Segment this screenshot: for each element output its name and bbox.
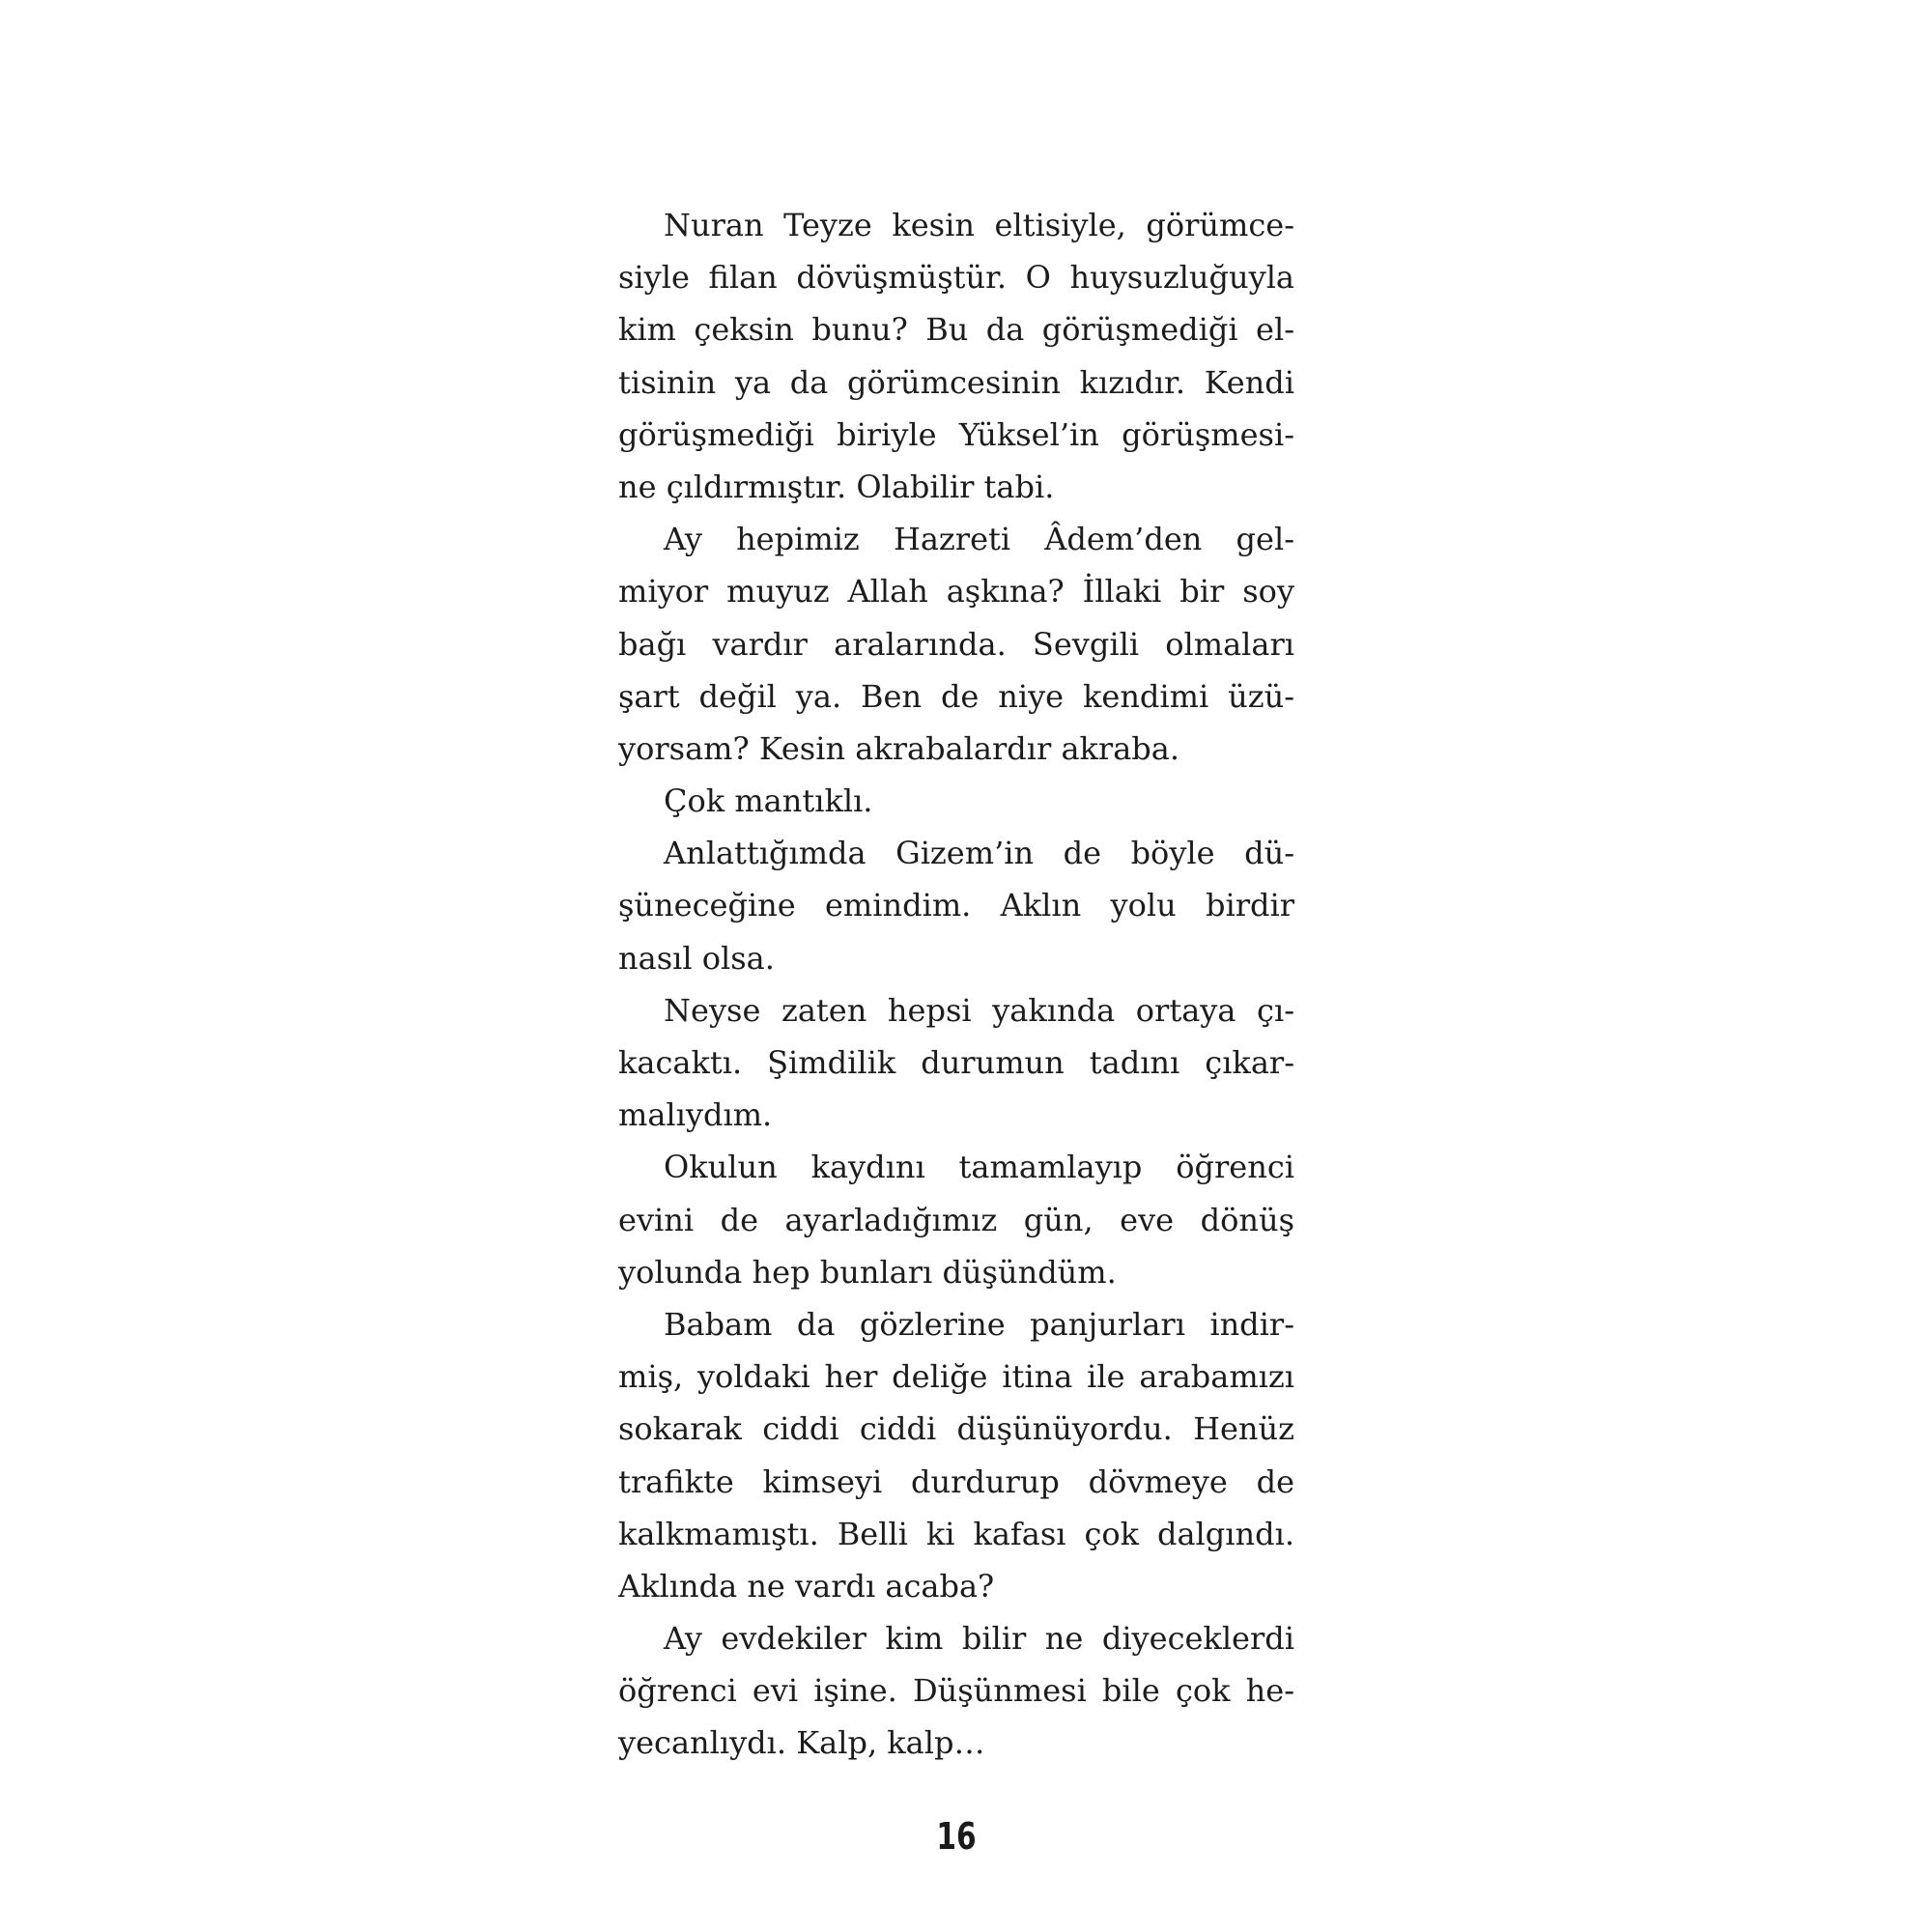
text-line: öğrenci evi işine. Düşünmesi bile çok he-	[618, 1672, 1294, 1710]
paragraph	[618, 775, 1294, 827]
body-text	[618, 199, 1294, 1770]
paragraph	[618, 513, 1294, 775]
paragraph	[618, 199, 1294, 513]
text-line: Nuran Teyze kesin eltisiyle, görümce-	[664, 207, 1294, 243]
text-line: görüşmediği biriyle Yüksel’in görüşmesi-	[618, 415, 1294, 453]
text-line: kim çeksin bunu? Bu da görüşmediği el-	[618, 311, 1294, 349]
text-line: kacaktı. Şimdilik durumun tadını çıkar-	[618, 1044, 1294, 1081]
paragraph	[618, 1141, 1294, 1298]
text-line: tisinin ya da görümcesinin kızıdır. Kendi	[618, 363, 1294, 401]
text-line: miş, yoldaki her deliğe itina ile arabamızı	[618, 1358, 1294, 1396]
text-line: kalkmamıştı. Belli ki kafası çok dalgındı.	[618, 1515, 1294, 1552]
text-line: miyor muyuz Allah aşkına? İllaki bir soy	[618, 573, 1294, 611]
text-line: malıydım.	[618, 1096, 773, 1134]
text-line: Neyse zaten hepsi yakında ortaya çı-	[664, 991, 1294, 1029]
text-line: Anlattığımda Gizem’in de böyle dü-	[664, 835, 1294, 872]
text-line: siyle filan dövüşmüştür. O huysuzluğuyla	[618, 259, 1294, 297]
paragraph	[618, 827, 1294, 984]
text-line: yecanlıydı. Kalp, kalp…	[618, 1724, 985, 1762]
text-line: Okulun kaydını tamamlayıp öğrenci	[664, 1149, 1294, 1186]
paragraph	[618, 1298, 1294, 1612]
page-number: 16	[936, 1815, 977, 1858]
text-line: trafikte kimseyi durdurup dövmeye de	[618, 1463, 1294, 1500]
text-line: Babam da gözlerine panjurları indir-	[664, 1305, 1294, 1343]
text-line: nasıl olsa.	[618, 939, 775, 977]
text-line: Aklında ne vardı acaba?	[618, 1567, 995, 1605]
text-line: sokarak ciddi ciddi düşünüyordu. Henüz	[618, 1410, 1294, 1448]
text-line: Çok mantıklı.	[664, 782, 873, 820]
text-line: Ay hepimiz Hazreti Âdem’den gel-	[664, 521, 1294, 558]
text-line: yolunda hep bunları düşündüm.	[618, 1253, 1117, 1291]
text-line: yorsam? Kesin akrabalardır akraba.	[618, 729, 1180, 767]
text-line: Ay evdekiler kim bilir ne diyeceklerdi	[664, 1620, 1294, 1658]
text-line: bağı vardır aralarında. Sevgili olmaları	[618, 625, 1294, 663]
text-line: şart değil ya. Ben de niye kendimi üzü-	[618, 677, 1294, 715]
paragraph	[618, 984, 1294, 1142]
paragraph	[618, 1612, 1294, 1770]
text-line: şüneceğine emindim. Aklın yolu birdir	[618, 887, 1294, 924]
text-line: evini de ayarladığımız gün, eve dönüş	[618, 1201, 1294, 1238]
text-line: ne çıldırmıştır. Olabilir tabi.	[618, 468, 1055, 505]
